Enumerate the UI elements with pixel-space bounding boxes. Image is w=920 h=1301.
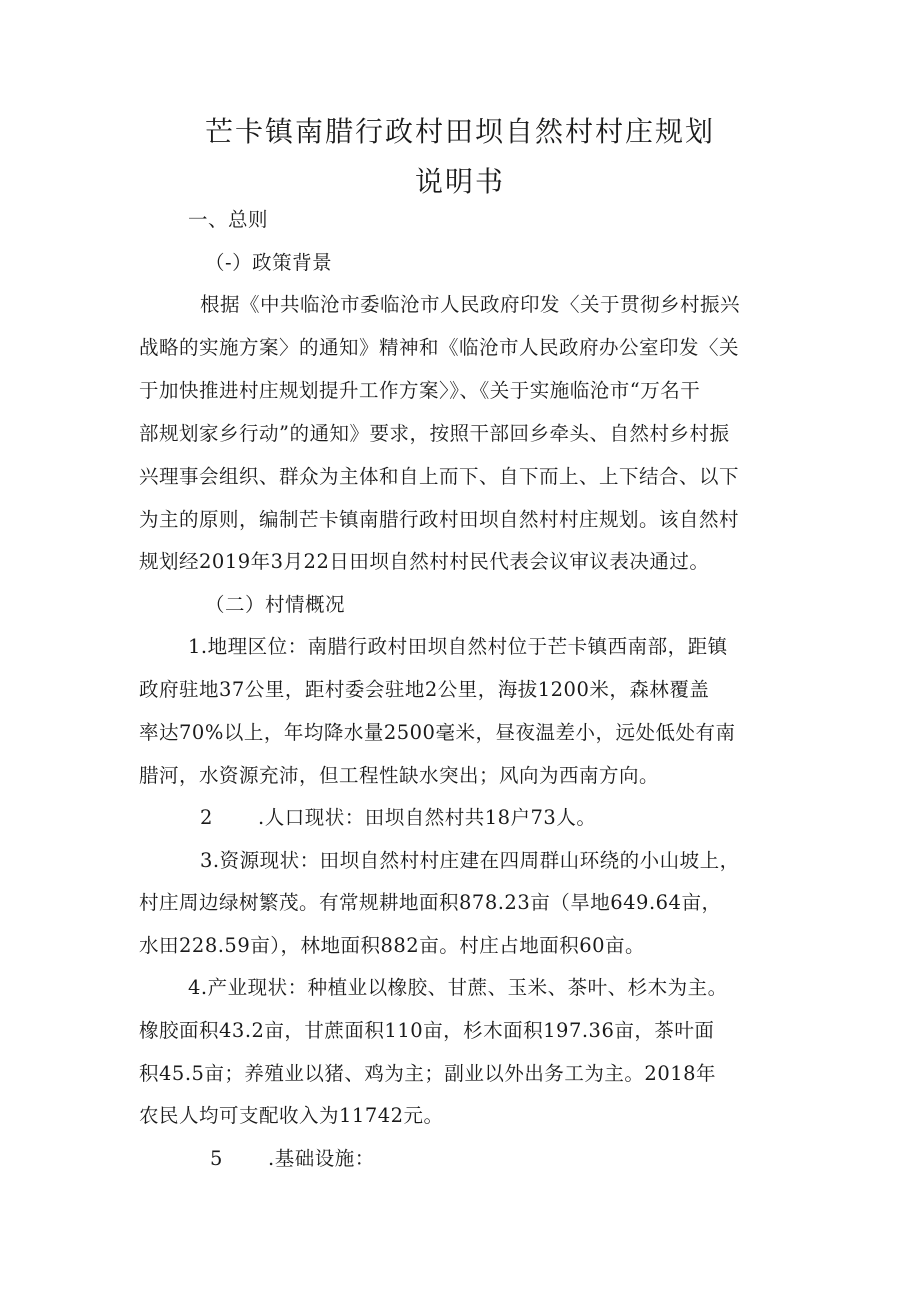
geo-paragraph-line: 率达70%以上，年均降水量2500毫米，昼夜温差小，远处低处有南 xyxy=(139,721,736,744)
policy-paragraph-line: 兴理事会组织、群众为主体和自上而下、自下而上、上下结合、以下 xyxy=(139,465,740,488)
subsection-heading-policy: （-）政策背景 xyxy=(205,251,333,274)
population-line: .人口现状：田坝自然村共18户73人。 xyxy=(258,806,597,829)
industry-paragraph-line: 橡胶面积43.2亩，甘蔗面积110亩，杉木面积197.36亩，茶叶面 xyxy=(139,1019,715,1042)
industry-paragraph-line: 4.产业现状：种植业以橡胶、甘蔗、玉米、茶叶、杉木为主。 xyxy=(188,976,728,999)
geo-paragraph-line: 政府驻地37公里，距村委会驻地2公里，海拔1200米，森林覆盖 xyxy=(139,678,710,701)
policy-paragraph-line: 战略的实施方案〉的通知》精神和《临沧市人民政府办公室印发〈关 xyxy=(139,336,740,359)
industry-paragraph-line: 农民人均可支配收入为11742元。 xyxy=(139,1104,444,1127)
subsection-heading-village: （二）村情概况 xyxy=(205,593,346,616)
document-subtitle: 说明书 xyxy=(414,165,505,198)
infrastructure-heading: .基础设施： xyxy=(268,1147,375,1170)
policy-paragraph-line: 部规划家乡行动”的通知》要求，按照干部回乡牵头、自然村乡村振 xyxy=(139,422,730,445)
item-number: 5 xyxy=(210,1147,223,1170)
geo-paragraph-line: 腊河，水资源充沛，但工程性缺水突出；风向为西南方向。 xyxy=(139,764,660,787)
resource-paragraph-line: 水田228.59亩），林地面积882亩。村庄占地面积60亩。 xyxy=(139,934,646,957)
policy-paragraph-line: 根据《中共临沧市委临沧市人民政府印发〈关于贯彻乡村振兴 xyxy=(200,293,741,316)
document-title: 芒卡镇南腊行政村田坝自然村村庄规划 xyxy=(204,115,715,148)
section-heading-general: 一、总则 xyxy=(188,208,269,231)
geo-paragraph-line: 1.地理区位：南腊行政村田坝自然村位于芒卡镇西南部，距镇 xyxy=(188,635,728,658)
policy-paragraph-line: 规划经2019年3月22日田坝自然村村民代表会议审议表决通过。 xyxy=(139,550,710,573)
policy-paragraph-line: 于加快推进村庄规划提升工作方案〉》、《关于实施临沧市“万名干 xyxy=(139,379,701,402)
resource-paragraph-line: 3.资源现状：田坝自然村村庄建在四周群山环绕的小山坡上， xyxy=(200,849,740,872)
policy-paragraph-line: 为主的原则，编制芒卡镇南腊行政村田坝自然村村庄规划。该自然村 xyxy=(139,508,740,531)
resource-paragraph-line: 村庄周边绿树繁茂。有常规耕地面积878.23亩（旱地649.64亩， xyxy=(139,891,722,914)
industry-paragraph-line: 积45.5亩；养殖业以猪、鸡为主；副业以外出务工为主。2018年 xyxy=(139,1062,717,1085)
item-number: 2 xyxy=(200,806,213,829)
